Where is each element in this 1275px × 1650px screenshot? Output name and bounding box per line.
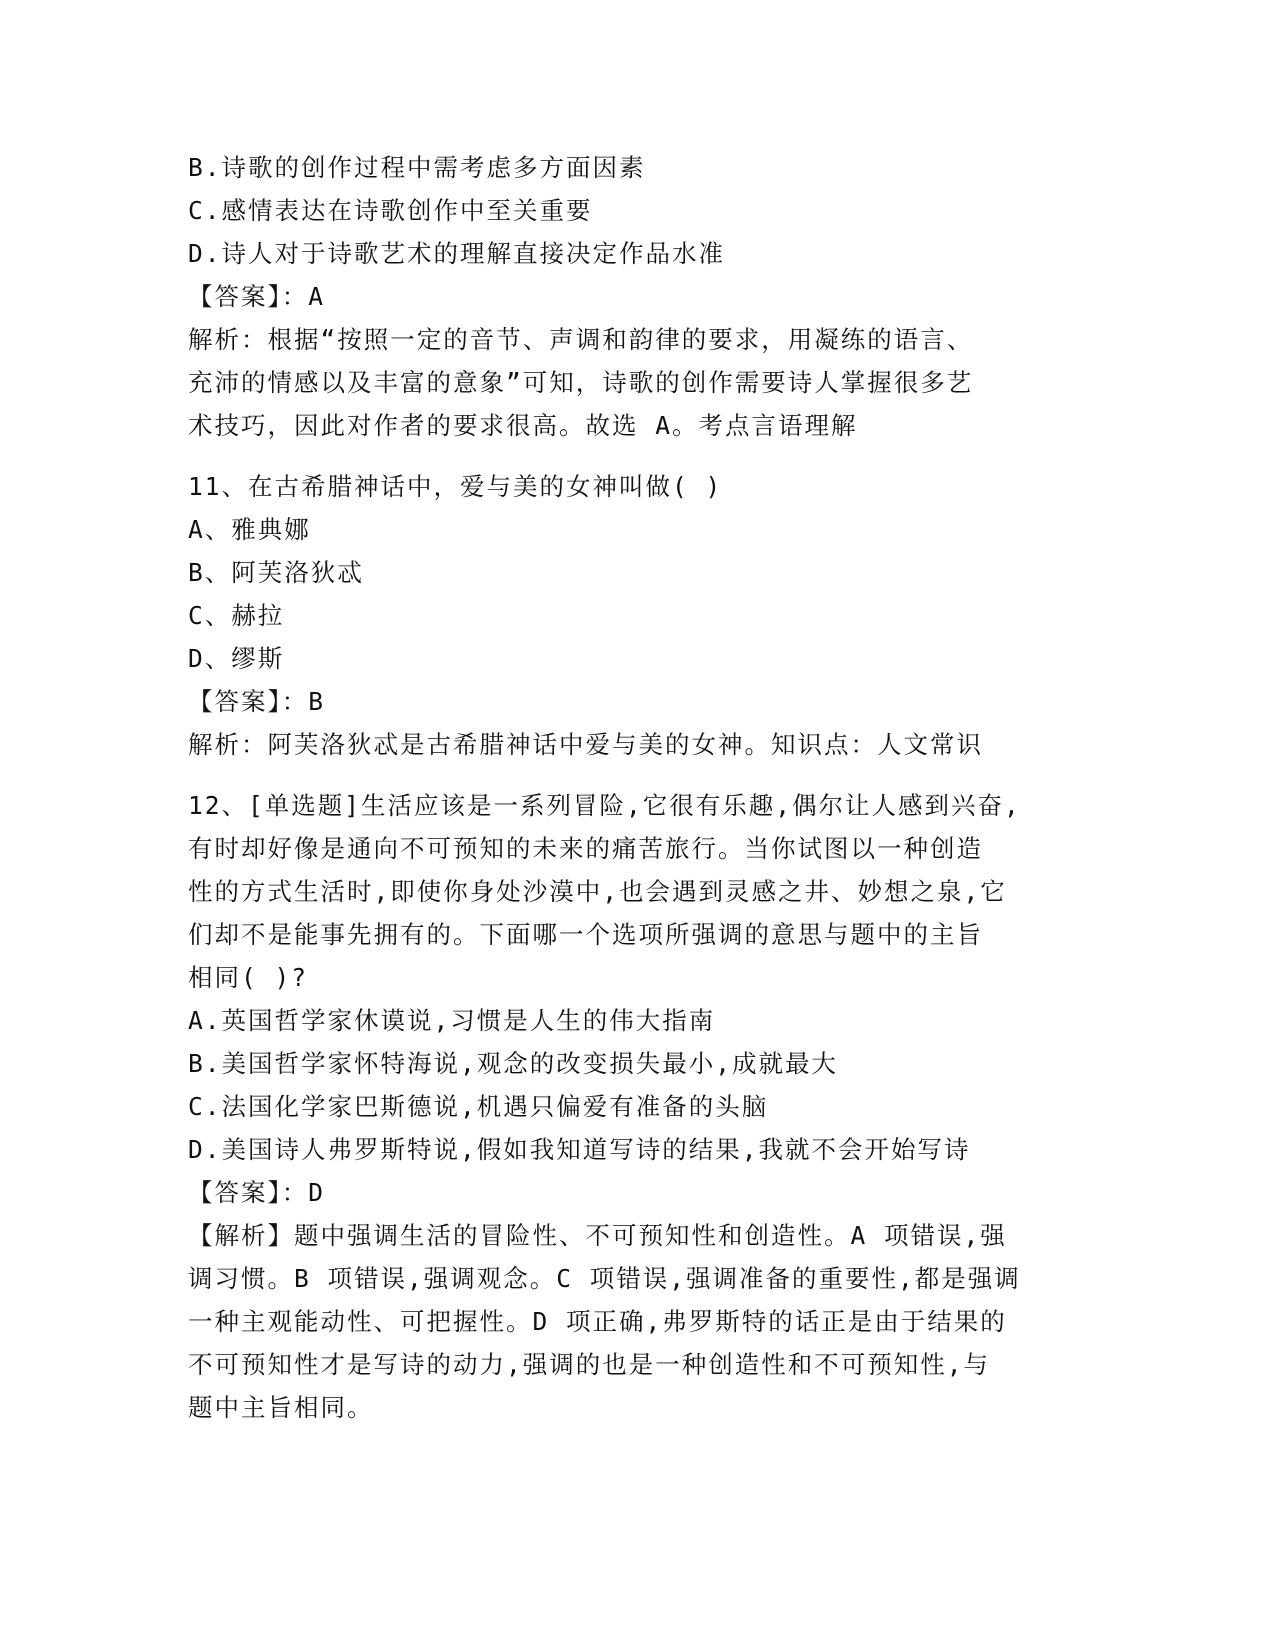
- option-a: A、雅典娜: [188, 515, 311, 544]
- analysis-line: 解析：阿芙洛狄忒是古希腊神话中爱与美的女神。知识点：人文常识: [188, 730, 983, 759]
- option-d: D.美国诗人弗罗斯特说,假如我知道写诗的结果,我就不会开始写诗: [188, 1135, 971, 1164]
- option-c: C、赫拉: [188, 601, 285, 630]
- analysis-line: 解析：根据“按照一定的音节、声调和韵律的要求，用凝练的语言、: [188, 325, 974, 354]
- question-stem-line: 们却不是能事先拥有的。下面哪一个选项所强调的意思与题中的主旨: [188, 920, 983, 949]
- question-stem: 11、在古希腊神话中，爱与美的女神叫做( ): [188, 472, 723, 501]
- analysis-line: 一种主观能动性、可把握性。D 项正确,弗罗斯特的话正是由于结果的: [188, 1307, 1007, 1336]
- analysis-line: 题中主旨相同。: [188, 1393, 374, 1422]
- answer-line: 【答案】：B: [188, 687, 325, 716]
- question-10-tail: [188, 146, 1068, 447]
- option-c: C.感情表达在诗歌创作中至关重要: [188, 196, 593, 225]
- question-stem-line: 12、[单选题]生活应该是一系列冒险,它很有乐趣,偶尔让人感到兴奋,: [188, 791, 1021, 820]
- question-12: [188, 784, 1068, 1429]
- option-d: D、缪斯: [188, 644, 285, 673]
- question-stem-line: 有时却好像是通向不可预知的未来的痛苦旅行。当你试图以一种创造: [188, 834, 983, 863]
- analysis-line: 充沛的情感以及丰富的意象”可知，诗歌的创作需要诗人掌握很多艺: [188, 368, 974, 397]
- question-stem-line: 相同( )?: [188, 963, 309, 992]
- option-b: B.美国哲学家怀特海说,观念的改变损失最小,成就最大: [188, 1049, 838, 1078]
- answer-line: 【答案】：A: [188, 282, 325, 311]
- question-stem-line: 性的方式生活时,即使你身处沙漠中,也会遇到灵感之井、妙想之泉,它: [188, 877, 1007, 906]
- answer-line: 【答案】：D: [188, 1178, 325, 1207]
- option-b: B.诗歌的创作过程中需考虑多方面因素: [188, 153, 646, 182]
- question-11: [188, 465, 1068, 766]
- option-a: A.英国哲学家休谟说,习惯是人生的伟大指南: [188, 1006, 716, 1035]
- spacer: [188, 447, 1068, 465]
- option-b: B、阿芙洛狄忒: [188, 558, 364, 587]
- spacer: [188, 766, 1068, 784]
- analysis-line: 不可预知性才是写诗的动力,强调的也是一种创造性和不可预知性,与: [188, 1350, 990, 1379]
- analysis-line: 调习惯。B 项错误,强调观念。C 项错误,强调准备的重要性,都是强调: [188, 1264, 1021, 1293]
- analysis-line: 术技巧，因此对作者的要求很高。故选 A。考点言语理解: [188, 411, 858, 440]
- analysis-line: 【解析】题中强调生活的冒险性、不可预知性和创造性。A 项错误,强: [188, 1221, 1007, 1250]
- option-d: D.诗人对于诗歌艺术的理解直接决定作品水准: [188, 239, 725, 268]
- document-body: [188, 146, 1068, 1429]
- option-c: C.法国化学家巴斯德说,机遇只偏爱有准备的头脑: [188, 1092, 769, 1121]
